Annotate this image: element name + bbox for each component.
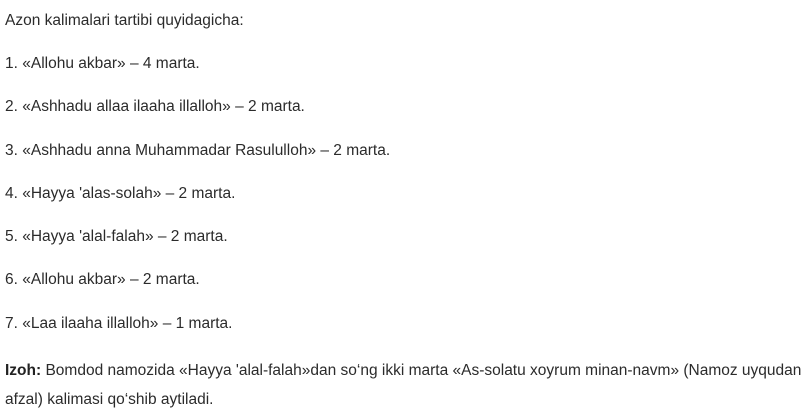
- list-item: 2. «Ashhadu allaa ilaaha illalloh» – 2 marta.: [5, 98, 305, 115]
- intro-text: Azon kalimalari tartibi quyidagicha:: [5, 12, 244, 29]
- list-item: 4. «Hayya 'alas-solah» – 2 marta.: [5, 185, 236, 202]
- list-item: 3. «Ashhadu anna Muhammadar Rasululloh» – 2 marta.: [5, 142, 391, 159]
- note-paragraph: [5, 356, 809, 414]
- list-item: 1. «Allohu akbar» – 4 marta.: [5, 55, 200, 72]
- note-label: Izoh:: [5, 362, 42, 379]
- list-item: 7. «Laa ilaaha illalloh» – 1 marta.: [5, 315, 233, 332]
- list-item: 6. «Allohu akbar» – 2 marta.: [5, 271, 200, 288]
- note-text: Bomdod namozida «Hayya 'alal-falah»dan so‘ng ikki marta «As-solatu xoyrum minan-navm» (Namoz uyqudan afzal) kalimasi qo‘shib aytiladi.: [5, 362, 802, 408]
- list-item: 5. «Hayya 'alal-falah» – 2 marta.: [5, 228, 228, 245]
